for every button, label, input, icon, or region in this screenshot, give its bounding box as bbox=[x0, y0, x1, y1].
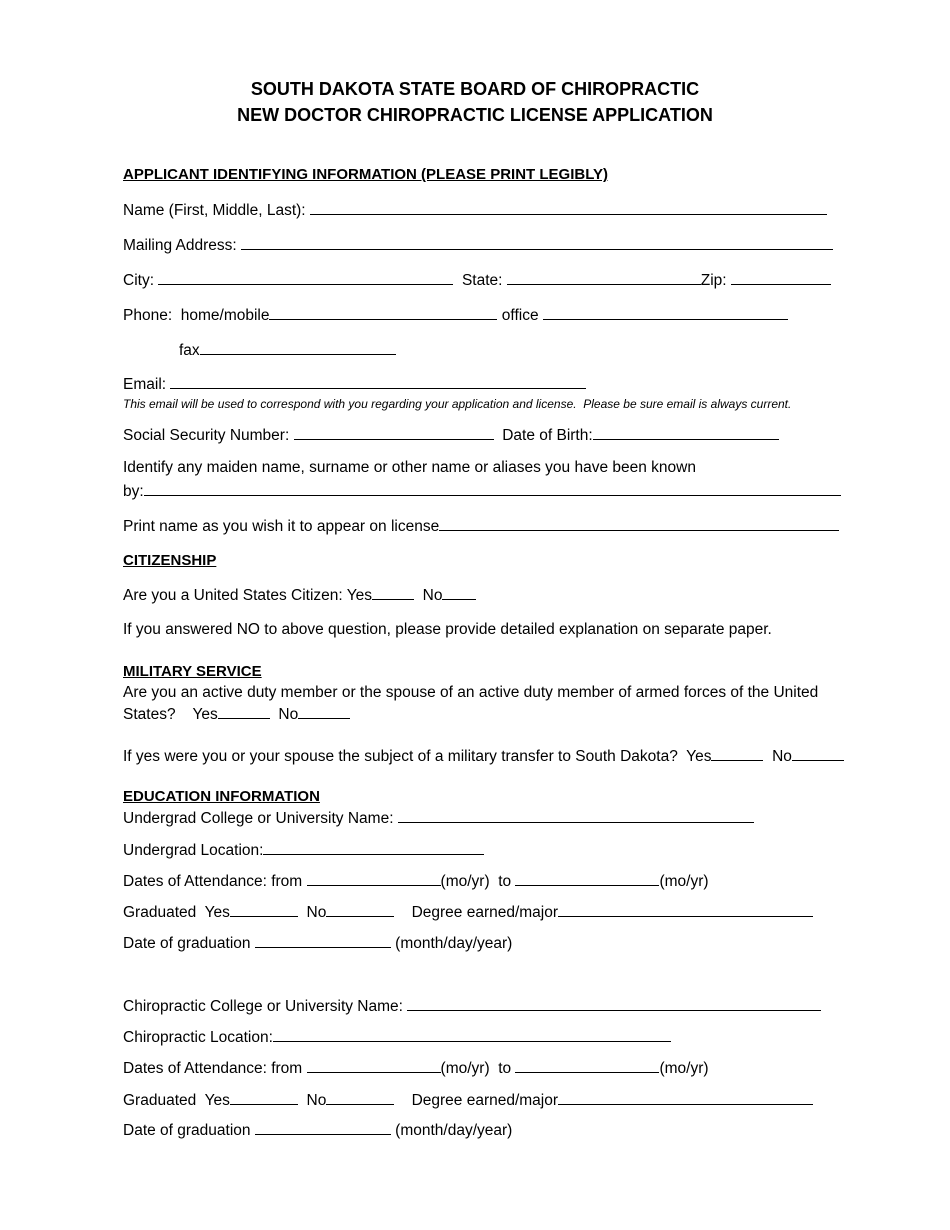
undergrad-graduated-row bbox=[123, 902, 813, 923]
citizen-no-label: No bbox=[422, 587, 443, 604]
undergrad-grad-date-field[interactable] bbox=[255, 933, 391, 948]
undergrad-location-row bbox=[123, 840, 484, 861]
phone-home-field[interactable] bbox=[269, 305, 497, 320]
undergrad-dates-label: Dates of Attendance: from bbox=[123, 873, 303, 890]
name-row bbox=[123, 200, 827, 221]
military-transfer-yes-field[interactable] bbox=[711, 746, 763, 761]
city-row bbox=[123, 270, 831, 291]
fax-field[interactable] bbox=[200, 340, 396, 355]
chiro-name-field[interactable] bbox=[407, 996, 821, 1011]
chiro-grad-date-field[interactable] bbox=[255, 1120, 391, 1135]
email-note: This email will be used to correspond with you regarding your application and license. Please be sure email is always current. bbox=[123, 397, 792, 411]
undergrad-location-label: Undergrad Location: bbox=[123, 842, 264, 859]
chiro-degree-field[interactable] bbox=[558, 1090, 813, 1105]
undergrad-degree-field[interactable] bbox=[558, 902, 813, 917]
chiro-dates-label: Dates of Attendance: from bbox=[123, 1060, 303, 1077]
print-name-field[interactable] bbox=[439, 516, 839, 531]
email-label: Email: bbox=[123, 376, 167, 393]
state-field[interactable] bbox=[507, 270, 701, 285]
applicant-section-heading: APPLICANT IDENTIFYING INFORMATION (PLEASE PRINT LEGIBLY) bbox=[123, 166, 609, 183]
phone-office-field[interactable] bbox=[543, 305, 788, 320]
citizenship-section-heading: CITIZENSHIP bbox=[123, 552, 217, 569]
chiro-to-format: (mo/yr) bbox=[659, 1060, 709, 1077]
phone-office-label: office bbox=[501, 307, 539, 324]
state-label: State: bbox=[461, 272, 503, 289]
chiro-grad-date-label: Date of graduation bbox=[123, 1122, 251, 1139]
print-name-label: Print name as you wish it to appear on license bbox=[123, 518, 440, 535]
dob-field[interactable] bbox=[593, 425, 779, 440]
chiro-to-field[interactable] bbox=[515, 1058, 659, 1073]
chiro-graduated-row bbox=[123, 1090, 813, 1111]
chiro-name-label: Chiropractic College or University Name: bbox=[123, 998, 403, 1015]
military-no-field[interactable] bbox=[298, 704, 350, 719]
military-transfer-no-label: No bbox=[772, 748, 792, 765]
chiro-graduated-label: Graduated Yes bbox=[123, 1092, 230, 1109]
chiro-to-label: to bbox=[498, 1060, 512, 1077]
chiro-dates-row bbox=[123, 1058, 709, 1079]
ssn-label: Social Security Number: bbox=[123, 427, 290, 444]
undergrad-name-field[interactable] bbox=[398, 808, 754, 823]
fax-row bbox=[179, 340, 396, 361]
undergrad-graduated-yes-field[interactable] bbox=[230, 902, 298, 917]
undergrad-to-field[interactable] bbox=[515, 871, 659, 886]
chiro-location-field[interactable] bbox=[273, 1027, 671, 1042]
chiro-grad-date-format: (month/day/year) bbox=[395, 1122, 513, 1139]
maiden-name-field[interactable] bbox=[144, 481, 841, 496]
citizen-no-field[interactable] bbox=[442, 585, 476, 600]
name-label: Name (First, Middle, Last): bbox=[123, 202, 306, 219]
fax-label: fax bbox=[179, 342, 200, 359]
chiro-location-label: Chiropractic Location: bbox=[123, 1029, 273, 1046]
military-transfer-no-field[interactable] bbox=[792, 746, 844, 761]
zip-field[interactable] bbox=[731, 270, 831, 285]
chiro-name-row bbox=[123, 996, 821, 1017]
maiden-name-row bbox=[123, 481, 841, 502]
undergrad-grad-date-label: Date of graduation bbox=[123, 935, 251, 952]
chiro-from-field[interactable] bbox=[307, 1058, 441, 1073]
city-label: City: bbox=[123, 272, 154, 289]
chiro-graduated-yes-field[interactable] bbox=[230, 1090, 298, 1105]
education-section-heading: EDUCATION INFORMATION bbox=[123, 788, 320, 805]
military-question-row bbox=[123, 704, 350, 725]
print-name-row bbox=[123, 516, 839, 537]
chiro-grad-date-row bbox=[123, 1120, 512, 1141]
undergrad-graduated-no-field[interactable] bbox=[326, 902, 394, 917]
military-section-heading: MILITARY SERVICE bbox=[123, 663, 262, 680]
ssn-field[interactable] bbox=[294, 425, 494, 440]
dob-label: Date of Birth: bbox=[502, 427, 593, 444]
chiro-from-format: (mo/yr) bbox=[440, 1060, 490, 1077]
phone-home-label: Phone: home/mobile bbox=[123, 307, 270, 324]
undergrad-to-format: (mo/yr) bbox=[659, 873, 709, 890]
chiro-graduated-no-field[interactable] bbox=[326, 1090, 394, 1105]
undergrad-dates-row bbox=[123, 871, 709, 892]
undergrad-from-field[interactable] bbox=[307, 871, 441, 886]
undergrad-location-field[interactable] bbox=[263, 840, 484, 855]
undergrad-from-format: (mo/yr) bbox=[440, 873, 490, 890]
citizenship-note: If you answered NO to above question, please provide detailed explanation on separate paper. bbox=[123, 621, 772, 638]
undergrad-graduated-label: Graduated Yes bbox=[123, 904, 230, 921]
military-no-label: No bbox=[278, 706, 299, 723]
military-yes-label: States? Yes bbox=[123, 706, 218, 723]
citizen-yes-field[interactable] bbox=[372, 585, 414, 600]
citizen-question-label: Are you a United States Citizen: Yes bbox=[123, 587, 373, 604]
mailing-address-field[interactable] bbox=[241, 235, 833, 250]
military-question-line1: Are you an active duty member or the spouse of an active duty member of armed forces of the United bbox=[123, 684, 819, 701]
email-field[interactable] bbox=[170, 374, 586, 389]
chiro-degree-label: Degree earned/major bbox=[411, 1092, 559, 1109]
name-field[interactable] bbox=[310, 200, 827, 215]
phone-row bbox=[123, 305, 788, 326]
undergrad-degree-label: Degree earned/major bbox=[411, 904, 559, 921]
undergrad-graduated-no-label: No bbox=[306, 904, 327, 921]
form-title-line-2: NEW DOCTOR CHIROPRACTIC LICENSE APPLICATION bbox=[237, 105, 713, 125]
military-transfer-question: If yes were you or your spouse the subject of a military transfer to South Dakota? Yes bbox=[123, 748, 712, 765]
chiro-graduated-no-label: No bbox=[306, 1092, 327, 1109]
ssn-dob-row bbox=[123, 425, 779, 446]
chiro-location-row bbox=[123, 1027, 671, 1048]
zip-label: Zip: bbox=[700, 272, 727, 289]
city-field[interactable] bbox=[158, 270, 453, 285]
undergrad-grad-date-format: (month/day/year) bbox=[395, 935, 513, 952]
mailing-row bbox=[123, 235, 833, 256]
form-title-line-1: SOUTH DAKOTA STATE BOARD OF CHIROPRACTIC bbox=[250, 79, 700, 99]
undergrad-to-label: to bbox=[498, 873, 512, 890]
maiden-name-label-line2: by: bbox=[123, 483, 144, 500]
email-row bbox=[123, 374, 586, 395]
mailing-address-label: Mailing Address: bbox=[123, 237, 237, 254]
undergrad-name-label: Undergrad College or University Name: bbox=[123, 810, 394, 827]
undergrad-name-row bbox=[123, 808, 754, 829]
undergrad-grad-date-row bbox=[123, 933, 512, 954]
citizen-row bbox=[123, 585, 476, 606]
maiden-name-label-line1: Identify any maiden name, surname or other name or aliases you have been known bbox=[123, 459, 696, 476]
military-yes-field[interactable] bbox=[218, 704, 270, 719]
military-transfer-row bbox=[123, 746, 844, 767]
